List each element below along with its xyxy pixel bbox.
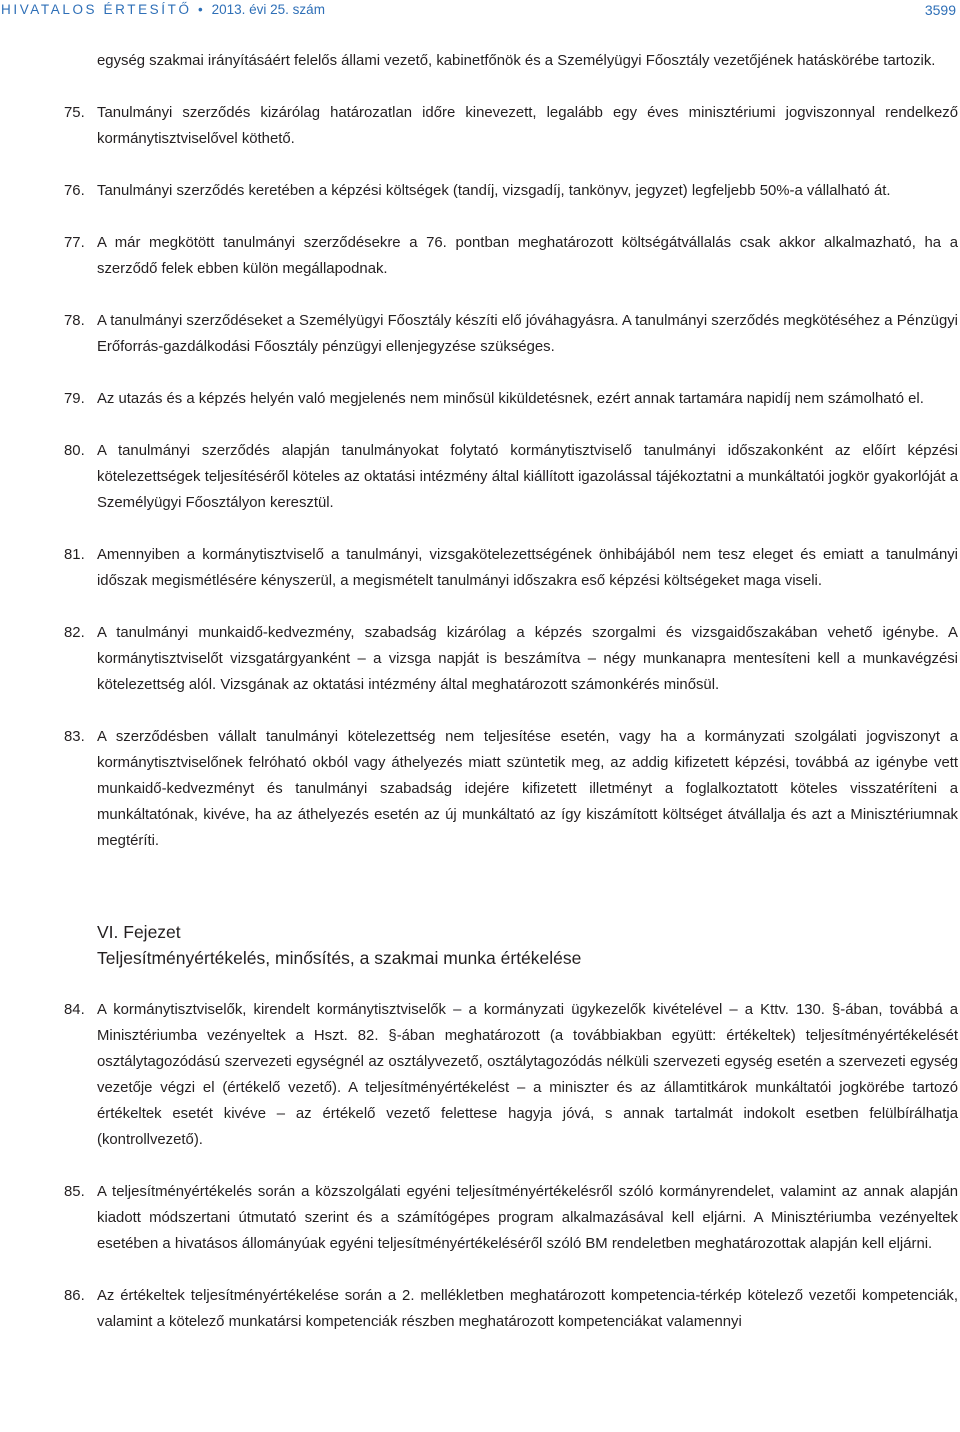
- list-item-81: [64, 542, 958, 594]
- issue-label: 2013. évi 25. szám: [211, 2, 325, 17]
- item-number: 85.: [64, 1184, 85, 1200]
- list-item-78: [64, 308, 958, 360]
- list-item-79: [64, 386, 958, 412]
- item-text: A tanulmányi szerződés alapján tanulmányokat folytató kormánytisztviselő tanulmányi időszakonként az előírt képzési kötelezettségek teljesítéséről köteles az oktatási intézmény által kiállított igazolással tájékoztatni a munkáltatói jogkör gyakorlóját a Személyügyi Főosztályon keresztül.: [97, 443, 958, 511]
- page-number: 3599: [924, 2, 956, 18]
- item-number: 78.: [64, 313, 85, 329]
- item-text: Tanulmányi szerződés kizárólag határozatlan időre kinevezett, legalább egy éves minisztériumi jogviszonnyal rendelkező kormánytisztviselővel köthető.: [97, 105, 958, 147]
- item-number: 86.: [64, 1288, 85, 1304]
- item-text: Amennyiben a kormánytisztviselő a tanulmányi, vizsgakötelezettségének önhibájából nem tesz eleget és emiatt a tanulmányi időszak megismétlésére kényszerül, a megismételt tanulmányi időszakra eső képzési költségeket maga viseli.: [97, 547, 958, 589]
- item-text: A teljesítményértékelés során a közszolgálati egyéni teljesítményértékelésről szóló kormányrendelet, valamint az annak alapján kiadott módszertani útmutató szerint és a számítógépes program alkalmazásával kell eljárni. A Minisztériumba vezényeltek esetében a hivatásos állományúak egyéni teljesítményértékeléséről szóló BM rendeletben meghatározottak alapján kell eljárni.: [97, 1184, 958, 1252]
- item-text: A már megkötött tanulmányi szerződésekre a 76. pontban meghatározott költségátvállalás csak akkor alkalmazható, ha a szerződő felek ebben külön megállapodnak.: [97, 235, 958, 277]
- item-number: 81.: [64, 547, 85, 563]
- list-item-75: [64, 100, 958, 152]
- item-text: A tanulmányi munkaidő-kedvezmény, szabadság kizárólag a képzés szorgalmi és vizsgaidőszakában vehető igénybe. A kormánytisztviselőt vizsgatárgyanként – a vizsga napját is beszámítva – négy munkanapra mentesíteni kell a munkavégzési kötelezettség alól. Vizsgának az oktatási intézmény által meghatározott számonkérés minősül.: [97, 625, 958, 693]
- item-text: A tanulmányi szerződéseket a Személyügyi Főosztály készíti elő jóváhagyásra. A tanulmányi szerződés megkötéséhez a Pénzügyi Erőforrás-gazdálkodási Főosztály pénzügyi ellenjegyzése szükséges.: [97, 313, 958, 355]
- chapter-heading: [64, 919, 958, 971]
- list-item-82: [64, 620, 958, 698]
- chapter-title: Teljesítményértékelés, minősítés, a szakmai munka értékelése: [97, 948, 582, 968]
- item-text: A szerződésben vállalt tanulmányi kötelezettség nem teljesítése esetén, vagy ha a kormányzati szolgálati jogviszonyt a kormánytisztviselőnek felróható okból vagy áthelyezés miatt szüntetik meg, az addig kifizetett képzési, továbbá az igénybe vett munkaidő-kedvezményt és tanulmányi szabadság idejére kifizetett illetményt a foglalkoztatott köteles visszatéríteni a munkáltatónak, kivéve, ha az áthelyezés esetén az új munkáltató az így kiszámított költséget átvállalja és azt a Minisztériumnak megtéríti.: [97, 729, 958, 849]
- page-header: [0, 0, 960, 18]
- item-text: Tanulmányi szerződés keretében a képzési költségek (tandíj, vizsgadíj, tankönyv, jegyzet) legfeljebb 50%-a vállalható át.: [97, 183, 891, 199]
- list-item-85: [64, 1179, 958, 1257]
- document-body: [64, 48, 958, 1335]
- list-item-76: [64, 178, 958, 204]
- item-text: Az utazás és a képzés helyén való megjelenés nem minősül kiküldetésnek, ezért annak tartamára napidíj nem számolható el.: [97, 391, 924, 407]
- item-number: 76.: [64, 183, 85, 199]
- item-text: A kormánytisztviselők, kirendelt kormánytisztviselők – a kormányzati ügykezelők kivételével – a Kttv. 130. §-ában, továbbá a Minisztériumba vezényeltek a Hszt. 82. §-ában meghatározott (a továbbiakban együtt: értékeltek) teljesítményértékelését osztálytagozódású szervezeti egységnél az osztályvezető, osztálytagozódás nélküli szervezeti egység esetén a szervezeti egység vezetője végzi el (értékelő vezető). A teljesítményértékelést – a miniszter és az államtitkárok munkáltatói jogkörébe tartozó értékeltek esetét kivéve – az értékelő vezető felettese hagyja jóvá, s annak tartalmát indokolt esetben felülbírálhatja (kontrollvezető).: [97, 1002, 958, 1148]
- item-number: 82.: [64, 625, 85, 641]
- publication-title: HIVATALOS ÉRTESÍTŐ • 2013. évi 25. szám: [1, 2, 325, 17]
- item-number: 77.: [64, 235, 85, 251]
- item-number: 83.: [64, 729, 85, 745]
- list-item-86: [64, 1283, 958, 1335]
- list-item-80: [64, 438, 958, 516]
- chapter-number: VI. Fejezet: [97, 922, 181, 942]
- paragraph-text: egység szakmai irányításáért felelős állami vezető, kabinetfőnök és a Személyügyi Főosztály vezetőjének hatáskörébe tartozik.: [97, 53, 936, 69]
- item-number: 79.: [64, 391, 85, 407]
- item-number: 75.: [64, 105, 85, 121]
- intro-paragraph: [64, 48, 958, 74]
- list-item-83: [64, 724, 958, 854]
- list-item-84: [64, 997, 958, 1153]
- item-number: 80.: [64, 443, 85, 459]
- item-number: 84.: [64, 1002, 85, 1018]
- item-text: Az értékeltek teljesítményértékelése során a 2. mellékletben meghatározott kompetencia-térkép kötelező vezetői kompetenciák, valamint a kötelező munkatársi kompetenciák részben meghatározott kompetenciákat valamennyi: [97, 1288, 958, 1330]
- list-item-77: [64, 230, 958, 282]
